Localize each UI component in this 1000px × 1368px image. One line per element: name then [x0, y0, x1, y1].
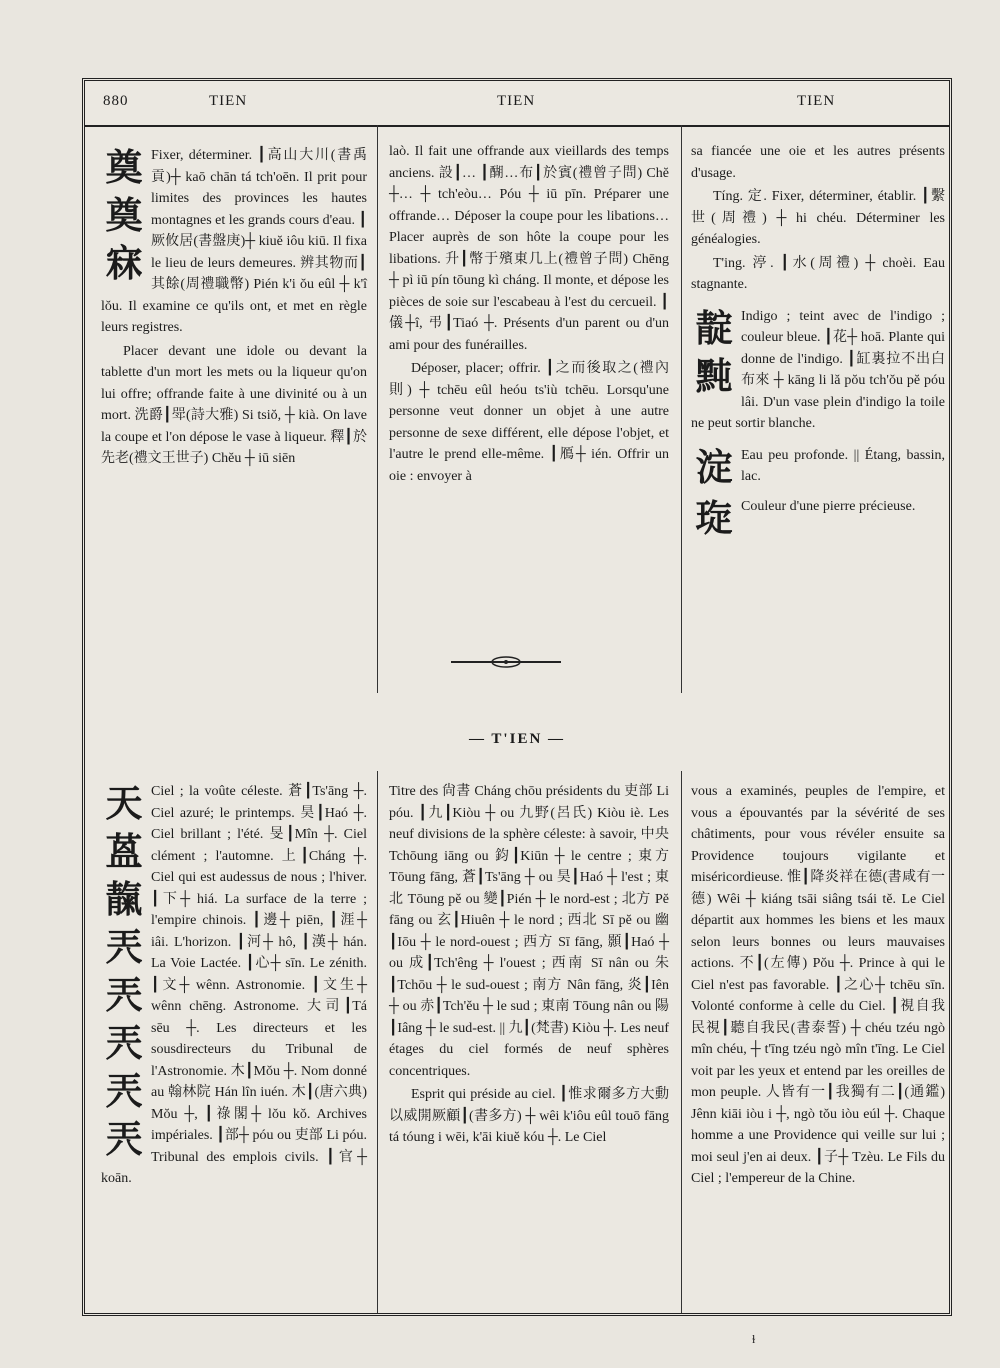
- entry-block: [691, 445, 945, 488]
- header-right: TIEN: [797, 93, 836, 109]
- column-rule: [681, 771, 682, 1313]
- definition-paragraph: Ciel ; la voûte céleste. 蒼┃Ts'āng ┼. Ciel azuré; le printemps. 昊┃Haó ┼. Ciel brillant ; l'été. 旻┃Mîn ┼. Ciel clément ; l'automne. 上┃Cháng ┼. Ciel qui est audessus de nous ; l'hiver. ┃下┼ hiá. La surface de la terre ; l'empire chinois. ┃邊┼ piēn, ┃涯┼ iâi. L'horizon. ┃河┼ hô, ┃漢┼ hán. La Voie Lactée. ┃心┼ sīn. Le zénith. ┃文┼ wênn. Astronomie. ┃文生┼ wênn chēng. Astronome. 大司┃Tá sēu ┼. Les directeurs et les sousdirecteurs du Tribunal de l'Astronomie. 木┃Mŏu ┼. Nom donné au 翰林院 Hán lîn iuén. 木┃(唐六典) Mŏu ┼, ┃祿閣┼ lŏu kŏ. Archives impériales. ┃部┼ póu ou 吏部 Li póu. Tribunal des emplois civils. ┃官┼ koān.: [101, 784, 367, 1186]
- definition-paragraph: Esprit qui préside au ciel. ┃惟求爾多方大動以威開厥顧┃(書多方) ┼ wêi k'iôu eûl touō fāng tá tóung i wēi, k'āi kiuĕ kóu ┼. Le Ciel: [389, 1087, 669, 1145]
- footer-mark: ɫ: [752, 1332, 756, 1346]
- section-title: — T'IEN —: [468, 731, 566, 747]
- definition-paragraph: Placer devant une idole ou devant la tablette d'un mort les mets ou la liqueur qu'on lui offre; offrande faite à une divinité ou à un mort. 洗爵┃斝(詩大雅) Si tsiŏ, ┼ kià. On lave la coupe et l'on dépose le vase à liqueur. 釋┃於先老(禮文王世子) Chĕu ┼ iū siēn: [101, 343, 367, 466]
- page-frame: [82, 78, 952, 1316]
- headword: 蒕: [105, 832, 143, 873]
- headword: 兲: [105, 928, 143, 969]
- headword: 兲: [105, 1120, 143, 1161]
- column-rule: [377, 125, 378, 693]
- headword: 琁: [695, 498, 733, 540]
- entry-column: [389, 141, 669, 489]
- definition-paragraph: vous a examinés, peuples de l'empire, et vous a épouvantés par la sévérité de ses châtiments, pour vous révéler ensuite sa Providence toujours vigilante et miséricordieuse. 惟┃降炎祥在德(書咸有一德) Wêi ┼ kiáng tsāi siâng tsái tĕ. Le Ciel départit aux hommes les biens et les maux selon leurs bonnes ou leurs mauvaises actions. 不┃(左傳) Pŏu ┼. Prince à qui le Ciel n'est pas favorable. ┃之心┼ tchēu sīn. Volonté conforme à celle du Ciel. ┃視自我民視┃聽自我民(書泰誓) ┼ chéu tzéu ngò mîn chéu, ┼ t'īng tzéu ngò mîn t'īng. Le Ciel voit par les yeux et entend par les oreilles de mon peuple. 人皆有一┃我獨有二┃(通鑑) Jênn kiāi iòu i ┼, ngò tŏu iòu eúl ┼. Chaque homme a une Providence qui veille sur lui ; moi seul j'en ai deux. ┃子┼ Tzèu. Le Fils du Ciel ; l'empereur de la Chine.: [691, 784, 945, 1186]
- header-center: TIEN: [497, 93, 536, 109]
- headword: 兲: [105, 1024, 143, 1065]
- definition-paragraph: Couleur d'une pierre précieuse.: [741, 498, 916, 514]
- header-left: TIEN: [209, 93, 248, 109]
- definition-paragraph: T'ing. 渟. ┃水(周禮) ┼ choèi. Eau stagnante.: [691, 255, 945, 292]
- headword: 兲: [105, 1072, 143, 1113]
- headword: 奠: [105, 148, 143, 189]
- headword: 兲: [105, 976, 143, 1017]
- entry-column: [101, 781, 367, 1192]
- headword-group: [101, 145, 147, 289]
- headword: 淀: [695, 447, 733, 489]
- column-rule: [377, 771, 378, 1313]
- running-header: [85, 81, 949, 127]
- column-rule: [681, 125, 682, 693]
- definition-paragraph: Eau peu profonde. || Étang, bassin, lac.: [741, 447, 945, 484]
- page-number: 880: [103, 93, 129, 109]
- headword-group: [691, 496, 737, 544]
- headword: 靛: [695, 308, 733, 350]
- entry-column: [691, 141, 945, 544]
- entry-block: [691, 496, 945, 540]
- headword: 靝: [105, 880, 143, 921]
- headword: 㝝: [105, 244, 143, 285]
- definition-paragraph: Tíng. 定. Fixer, déterminer, établir. ┃繫世(周禮) ┼ hi chéu. Déterminer les généalogies.: [691, 189, 945, 247]
- definition-paragraph: laò. Il fait une offrande aux vieillards des temps anciens. 設┃… ┃醐…布┃於賓(禮曾子問) Chĕ ┼… ┼ tch'eòu… Póu ┼ iū pīn. Préparer une offrande… Déposer la coupe pour les libations… Placer auprès de son hôte la coupe pour les libations. 升┃幣于殯東几上(禮曾子問) Chēng ┼ pì iū pín tōung kì cháng. Il monte, et dépose les pièces de soie sur l'escabeau à l'est du cercueil. ┃儀┼î, 弔┃Tiaó ┼. Présents d'un parent ou d'un ami pour des funérailles.: [389, 144, 669, 353]
- definition-paragraph: Indigo ; teint avec de l'indigo ; couleur bleue. ┃花┼ hoā. Plante qui donne de l'indigo. ┃缸裏拉不出白布來 ┼ kāng li lă pŏu tch'ŏu pĕ póu lâi. D'un vase plein d'indigo la toile ne peut sortir blanche.: [691, 308, 945, 431]
- headword-group: [101, 781, 147, 1165]
- headword: 奠: [105, 196, 143, 237]
- definition-paragraph: Fixer, déterminer. ┃高山大川(書禹貢)┼ kaō chān tá tch'oēn. Il prit pour limites des provinces les hautes montagnes et les grands cours d'eau. ┃厥攸居(書盤庚)┼ kiuĕ iôu kiū. Il fixa le lieu de leurs demeures. 辨其物而┃其餘(周禮職幣) Pién k'i ŏu eûl ┼ k'î lŏu. Il examine ce qu'ils ont, et met en règle leurs registres.: [101, 148, 367, 335]
- headword: 黗: [695, 356, 733, 398]
- entry-block: [691, 306, 945, 435]
- definition-paragraph: Titre des 尙書 Cháng chōu présidents du 吏部 Li póu. ┃九┃Kiòu ┼ ou 九野(呂氏) Kiòu iè. Les neuf divisions de la sphère céleste: à savoir, 中央 Tchōung iāng ou 鈞┃Kiūn ┼ le centre ; 東方 Tōung fāng, 蒼┃Ts'āng ┼ ou 昊┃Haó ┼ l'est ; 東北 Tōung pĕ ou 變┃Pién ┼ le nord-est ; 北方 Pĕ fāng ou 玄┃Hiuên ┼ le nord ; 西北 Sī pĕ ou 幽┃Iōu ┼ le nord-ouest ; 西方 Sī fāng, 顥┃Haó ┼ ou 成┃Tch'êng ┼ l'ouest ; 西南 Sī nân ou 朱┃Tchōu ┼ le sud-ouest ; 南方 Nân fāng, 炎┃Iên ┼ ou 赤┃Tch'ĕu ┼ le sud ; 東南 Tōung nân ou 陽┃Iâng ┼ le sud-est. || 九┃(梵書) Kiòu ┼. Les neuf étages du ciel formés de neuf sphères concentriques.: [389, 784, 669, 1079]
- headword: 天: [105, 784, 143, 825]
- entry-column: [101, 145, 367, 472]
- entry-column: [389, 781, 669, 1151]
- headword-group: [691, 306, 737, 402]
- entry-column: [691, 781, 945, 1192]
- headword-group: [691, 445, 737, 493]
- definition-paragraph: sa fiancée une oie et les autres présents d'usage.: [691, 144, 945, 181]
- definition-paragraph: Déposer, placer; offrir. ┃之而後取之(禮內則) ┼ tchēu eûl heóu ts'iù tchēu. Lorsqu'une personne veut donner un objet à une autre personne de sexe différent, elle dépose l'objet, et l'autre le prend elle-même. ┃鴈┼ ién. Offrir un oie : envoyer à: [389, 361, 669, 484]
- section-ornament: [451, 655, 561, 669]
